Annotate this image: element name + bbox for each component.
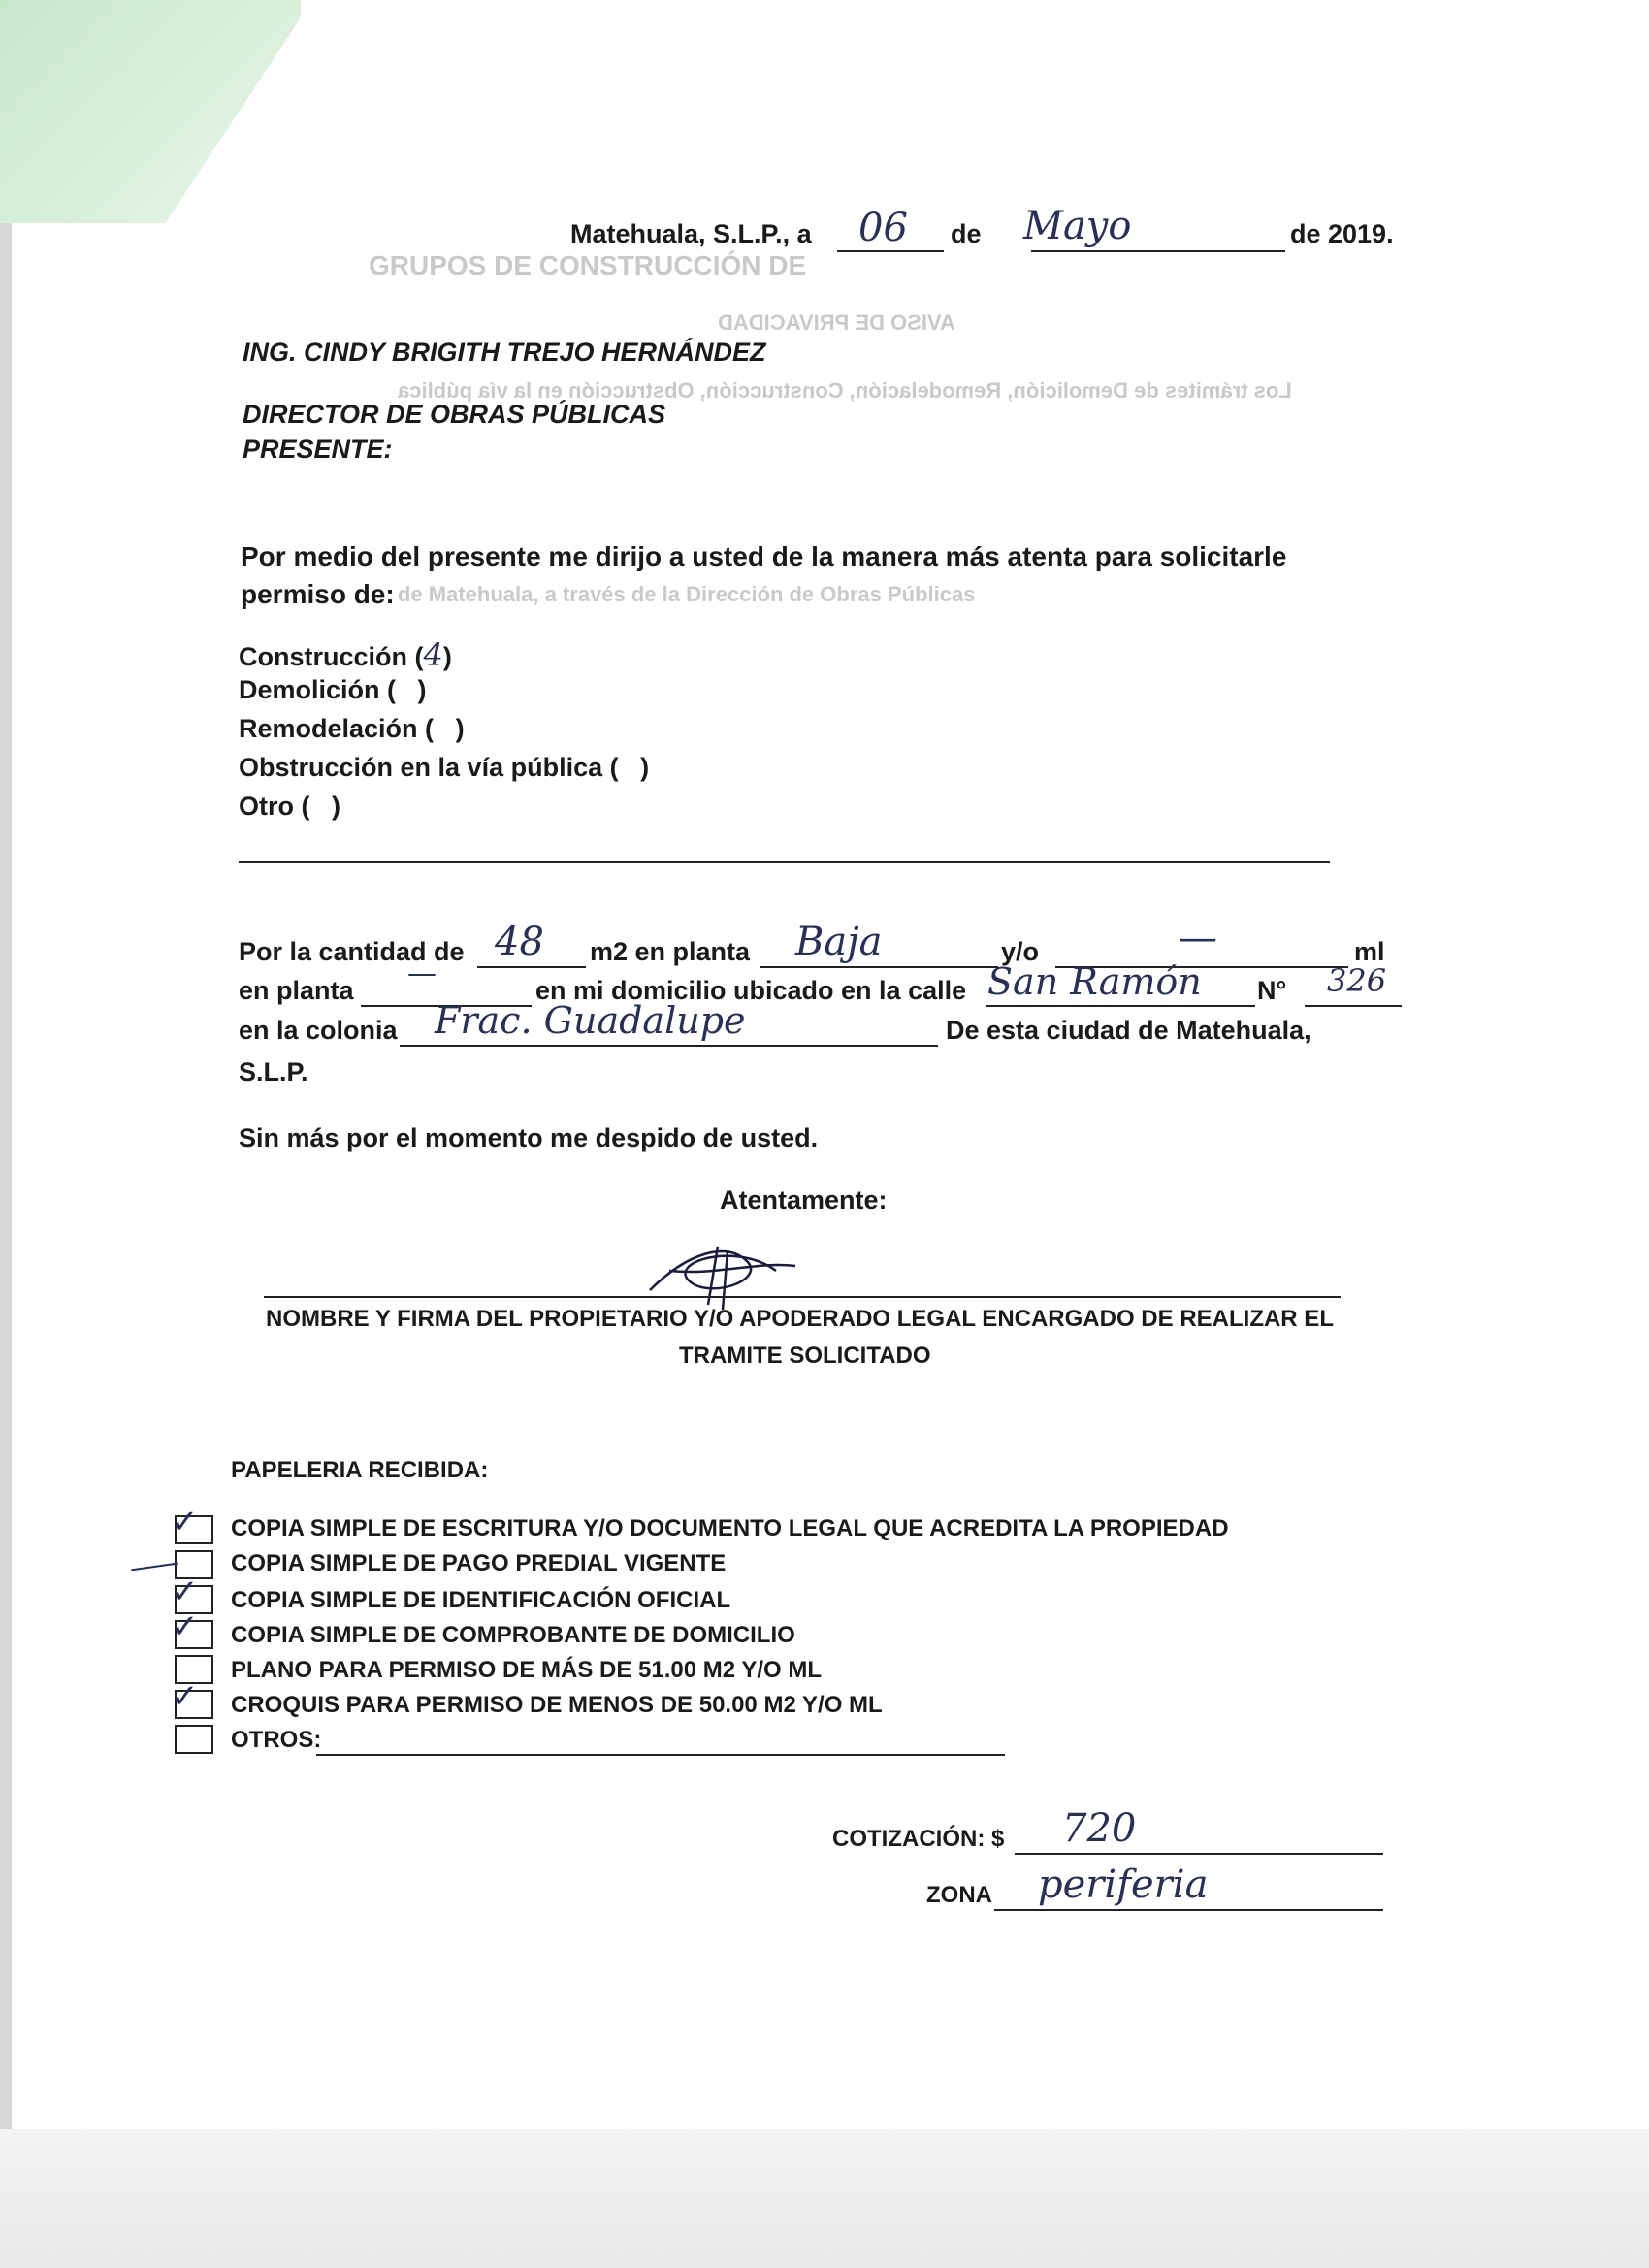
date-city-prefix: Matehuala, S.L.P., a (570, 219, 812, 248)
otros-line (316, 1754, 1005, 1756)
cantidad-value: 48 (495, 920, 544, 964)
papeleria-item-2: COPIA SIMPLE DE PAGO PREDIAL VIGENTE (231, 1550, 727, 1576)
date-day: 06 (858, 206, 908, 250)
date-de: de (951, 219, 982, 248)
dash-mark-icon (131, 1563, 178, 1571)
option-close: ) (640, 753, 650, 782)
colonia-label: en la colonia (239, 1016, 398, 1045)
planta-line (760, 966, 998, 968)
papeleria-item-6: CROQUIS PARA PERMISO DE MENOS DE 50.00 M2 Y/O ML (231, 1692, 883, 1718)
cantidad-line (477, 966, 586, 968)
month-line (1031, 250, 1285, 252)
cotizacion-value: 720 (1062, 1806, 1137, 1851)
intro-line-1: Por medio del presente me dirijo a usted de la manera más atenta para solicitarle (241, 541, 1287, 571)
option-close: ) (455, 714, 465, 743)
otro-line (239, 861, 1330, 863)
bleed-line: AVISO DE PRIVACIDAD (718, 310, 955, 335)
papeleria-item-3: COPIA SIMPLE DE IDENTIFICACIÓN OFICIAL (231, 1587, 731, 1613)
cotizacion-label: COTIZACIÓN: $ (832, 1826, 1005, 1852)
option-demolicion (239, 675, 427, 705)
atentamente-text: Atentamente: (720, 1185, 888, 1215)
numero-value: 326 (1327, 962, 1387, 999)
check-mark-icon: ✓ (171, 1573, 199, 1610)
recipient-presente: PRESENTE: (242, 435, 393, 464)
papeleria-item-7: OTROS: (231, 1727, 322, 1753)
slp-label: S.L.P. (239, 1057, 308, 1086)
cotizacion-line (1015, 1853, 1383, 1855)
scan-left-edge (0, 0, 12, 2268)
date-year: de 2019. (1290, 219, 1394, 248)
option-label: Obstrucción en la vía pública ( (239, 753, 619, 782)
check-mark-icon: ✓ (171, 1608, 199, 1645)
cantidad-label: Por la cantidad de (239, 937, 465, 966)
scan-bottom-band (0, 2129, 1649, 2268)
option-obstruccion (239, 753, 649, 783)
bleed-line: Los trámites de Demolición, Remodelación, Construcción, Obstrucción en la vía pública (398, 378, 1292, 403)
ciudad-label: De esta ciudad de Matehuala, (946, 1016, 1311, 1045)
option-mark: 4 (423, 636, 443, 673)
option-label: Remodelación ( (239, 714, 435, 743)
check-mark-icon: ✓ (171, 1504, 199, 1540)
zona-value: periferia (1038, 1863, 1209, 1907)
colonia-value: Frac. Guadalupe (435, 999, 746, 1042)
m2-planta-label: m2 en planta (590, 937, 751, 966)
intro-line-2: permiso de: (241, 579, 395, 609)
colonia-line (400, 1045, 938, 1047)
yo-label: y/o (1001, 937, 1040, 966)
check-mark-icon: ✓ (171, 1678, 199, 1715)
firma-caption-1: NOMBRE Y FIRMA DEL PROPIETARIO Y/O APODERADO LEGAL ENCARGADO DE REALIZAR EL (266, 1306, 1334, 1332)
option-remodelacion (239, 714, 465, 744)
day-line (837, 250, 944, 252)
option-close: ) (442, 642, 452, 671)
folded-corner (0, 0, 301, 223)
domicilio-label: en mi domicilio ubicado en la calle (535, 976, 967, 1005)
bleed-line: GRUPOS DE CONSTRUCCIÓN DE (369, 250, 807, 280)
papeleria-item-4: COPIA SIMPLE DE COMPROBANTE DE DOMICILIO (231, 1622, 795, 1648)
signature-line (264, 1296, 1341, 1298)
option-construccion (239, 636, 452, 673)
calle-value: San Ramón (987, 960, 1202, 1003)
zona-line (994, 1909, 1383, 1911)
numero-line (1305, 1005, 1402, 1007)
date-month: Mayo (1023, 204, 1132, 248)
option-label: Otro ( (239, 792, 310, 821)
en-planta-value: — (407, 956, 436, 990)
option-label: Construcción ( (239, 642, 424, 671)
firma-caption-2: TRAMITE SOLICITADO (679, 1343, 931, 1369)
option-otro (239, 792, 340, 822)
en-planta-label: en planta (239, 976, 354, 1005)
papeleria-title: PAPELERIA RECIBIDA: (231, 1457, 489, 1483)
bleed-line: de Matehuala, a través de la Dirección de Obras Públicas (398, 582, 976, 606)
despido-text: Sin más por el momento me despido de usted. (239, 1123, 819, 1152)
option-close: ) (417, 675, 427, 704)
recipient-name: ING. CINDY BRIGITH TREJO HERNÁNDEZ (242, 338, 766, 367)
option-label: Demolición ( (239, 675, 397, 704)
zona-label: ZONA (926, 1882, 992, 1908)
papeleria-item-5: PLANO PARA PERMISO DE MÁS DE 51.00 M2 Y/O ML (231, 1657, 822, 1683)
papeleria-item-1: COPIA SIMPLE DE ESCRITURA Y/O DOCUMENTO LEGAL QUE ACREDITA LA PROPIEDAD (231, 1515, 1229, 1541)
planta-value: Baja (795, 920, 883, 964)
recipient-title: DIRECTOR DE OBRAS PÚBLICAS (242, 400, 666, 429)
ml-label: ml (1354, 937, 1385, 966)
yo-value: — (1179, 916, 1217, 960)
numero-label: N° (1257, 976, 1287, 1005)
option-close: ) (332, 792, 341, 821)
papeleria-checkbox-7[interactable] (175, 1725, 213, 1754)
calle-line (986, 1005, 1255, 1007)
